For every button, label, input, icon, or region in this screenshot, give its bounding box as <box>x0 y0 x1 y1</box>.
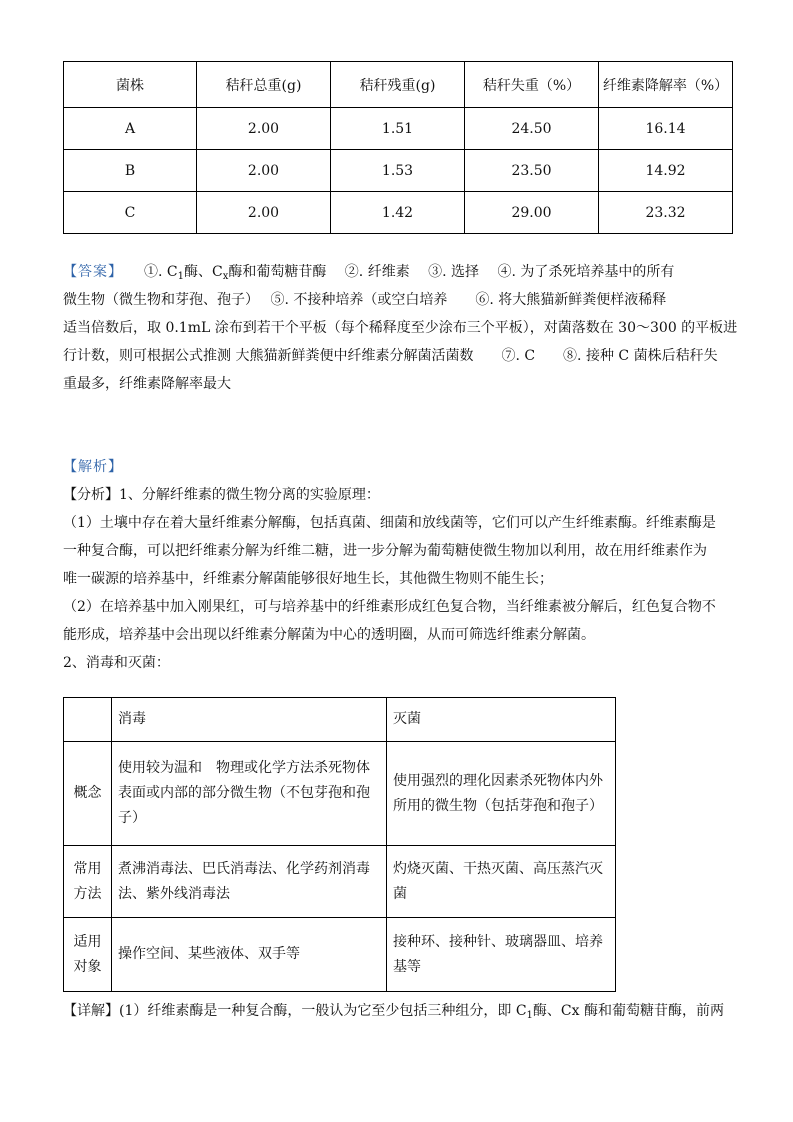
table-header-row <box>64 698 616 742</box>
table-row <box>64 918 616 992</box>
table-cell: 23.32 <box>599 192 733 234</box>
detail-text: 酶、Cx 酶和葡萄糖苷酶，前两 <box>532 1003 724 1019</box>
analysis-line: （2）在培养基中加入刚果红，可与培养基中的纤维素形成红色复合物，当纤维素被分解后，红色复合物不 <box>63 599 716 615</box>
subscript: 1 <box>526 1010 533 1021</box>
table-cell: 煮沸消毒法、巴氏消毒法、化学药剂消毒法、紫外线消毒法 <box>112 846 387 918</box>
table-row <box>64 742 616 846</box>
analysis-line: 唯一碳源的培养基中，纤维素分解菌能够很好地生长，其他微生物则不能生长； <box>63 571 553 587</box>
answer-line: 重最多，纤维素降解率最大 <box>63 376 231 392</box>
table-cell: 使用较为温和 物理或化学方法杀死物体表面或内部的部分微生物（不包芽孢和孢子） <box>112 742 387 846</box>
header-cell: 纤维素降解率（%） <box>599 62 733 108</box>
table-cell: 1.51 <box>331 108 465 150</box>
detail-section <box>63 997 733 1025</box>
table-cell: 操作空间、某些液体、双手等 <box>112 918 387 992</box>
table-row <box>64 192 733 234</box>
table-cell: 24.50 <box>465 108 599 150</box>
table-cell: B <box>64 150 197 192</box>
answer-section <box>63 258 738 398</box>
table-cell: 接种环、接种针、玻璃器皿、培养基等 <box>387 918 616 992</box>
table-cell: 14.92 <box>599 150 733 192</box>
answer-line: 微生物（微生物和芽孢、孢子） ⑤. 不接种培养（或空白培养 ⑥. 将大熊猫新鲜粪便样液稀释 <box>63 292 667 308</box>
table-row <box>64 150 733 192</box>
table-cell: 2.00 <box>197 192 331 234</box>
subscript: 1 <box>177 271 184 282</box>
table-cell: 29.00 <box>465 192 599 234</box>
table-cell: 2.00 <box>197 108 331 150</box>
header-cell: 消毒 <box>112 698 387 742</box>
header-cell: 灭菌 <box>387 698 616 742</box>
analysis-tag: 【解析】 <box>63 459 123 475</box>
table-cell: 灼烧灭菌、干热灭菌、高压蒸汽灭菌 <box>387 846 616 918</box>
table-header-row <box>64 62 733 108</box>
table-cell: 1.53 <box>331 150 465 192</box>
table-cell <box>64 698 112 742</box>
row-header: 适用对象 <box>64 918 112 992</box>
answer-line: 适当倍数后，取 0.1mL 涂布到若干个平板（每个稀释度至少涂布三个平板），对菌落数在 30～300 的平板进 <box>63 320 738 336</box>
table-cell: 16.14 <box>599 108 733 150</box>
analysis-line: 2、消毒和灭菌： <box>63 655 170 671</box>
answer-text: 酶和葡萄糖苷酶 ②. 纤维素 ③. 选择 ④. 为了杀死培养基中的所有 <box>228 264 675 280</box>
analysis-section <box>63 453 733 677</box>
header-cell: 秸秆总重(g) <box>197 62 331 108</box>
analysis-line: 一种复合酶，可以把纤维素分解为纤维二糖，进一步分解为葡萄糖使微生物加以利用，故在用纤维素作为 <box>63 543 707 559</box>
table-row <box>64 108 733 150</box>
header-cell: 秸秆失重（%） <box>465 62 599 108</box>
analysis-line: 能形成，培养基中会出现以纤维素分解菌为中心的透明圈，从而可筛选纤维素分解菌。 <box>63 627 595 643</box>
row-header: 常用方法 <box>64 846 112 918</box>
analysis-line: 【分析】1、分解纤维素的微生物分离的实验原理： <box>63 487 380 503</box>
answer-line <box>63 258 733 286</box>
disinfection-sterilization-table <box>63 697 616 992</box>
table-cell: A <box>64 108 197 150</box>
header-cell: 菌株 <box>64 62 197 108</box>
answer-text: 酶、C <box>184 264 223 280</box>
answer-text: ①. C <box>144 264 178 280</box>
header-cell: 秸秆残重(g) <box>331 62 465 108</box>
strain-results-table <box>63 61 733 234</box>
row-header: 概念 <box>64 742 112 846</box>
answer-tag: 【答案】 <box>63 264 116 280</box>
answer-line: 行计数，则可根据公式推测 大熊猫新鲜粪便中纤维素分解菌活菌数 ⑦. C ⑧. 接种 C 菌株后秸秆失 <box>63 348 718 364</box>
detail-text: 【详解】(1）纤维素酶是一种复合酶，一般认为它至少包括三种组分，即 C <box>63 1003 527 1019</box>
table-cell: 2.00 <box>197 150 331 192</box>
table-row <box>64 846 616 918</box>
table-cell: 1.42 <box>331 192 465 234</box>
analysis-line: （1）土壤中存在着大量纤维素分解酶，包括真菌、细菌和放线菌等，它们可以产生纤维素酶。纤维素酶是 <box>63 515 716 531</box>
table-cell: 23.50 <box>465 150 599 192</box>
table-cell: 使用强烈的理化因素杀死物体内外所用的微生物（包括芽孢和孢子） <box>387 742 616 846</box>
table-cell: C <box>64 192 197 234</box>
subscript: x <box>222 271 229 282</box>
detail-line <box>63 997 733 1025</box>
